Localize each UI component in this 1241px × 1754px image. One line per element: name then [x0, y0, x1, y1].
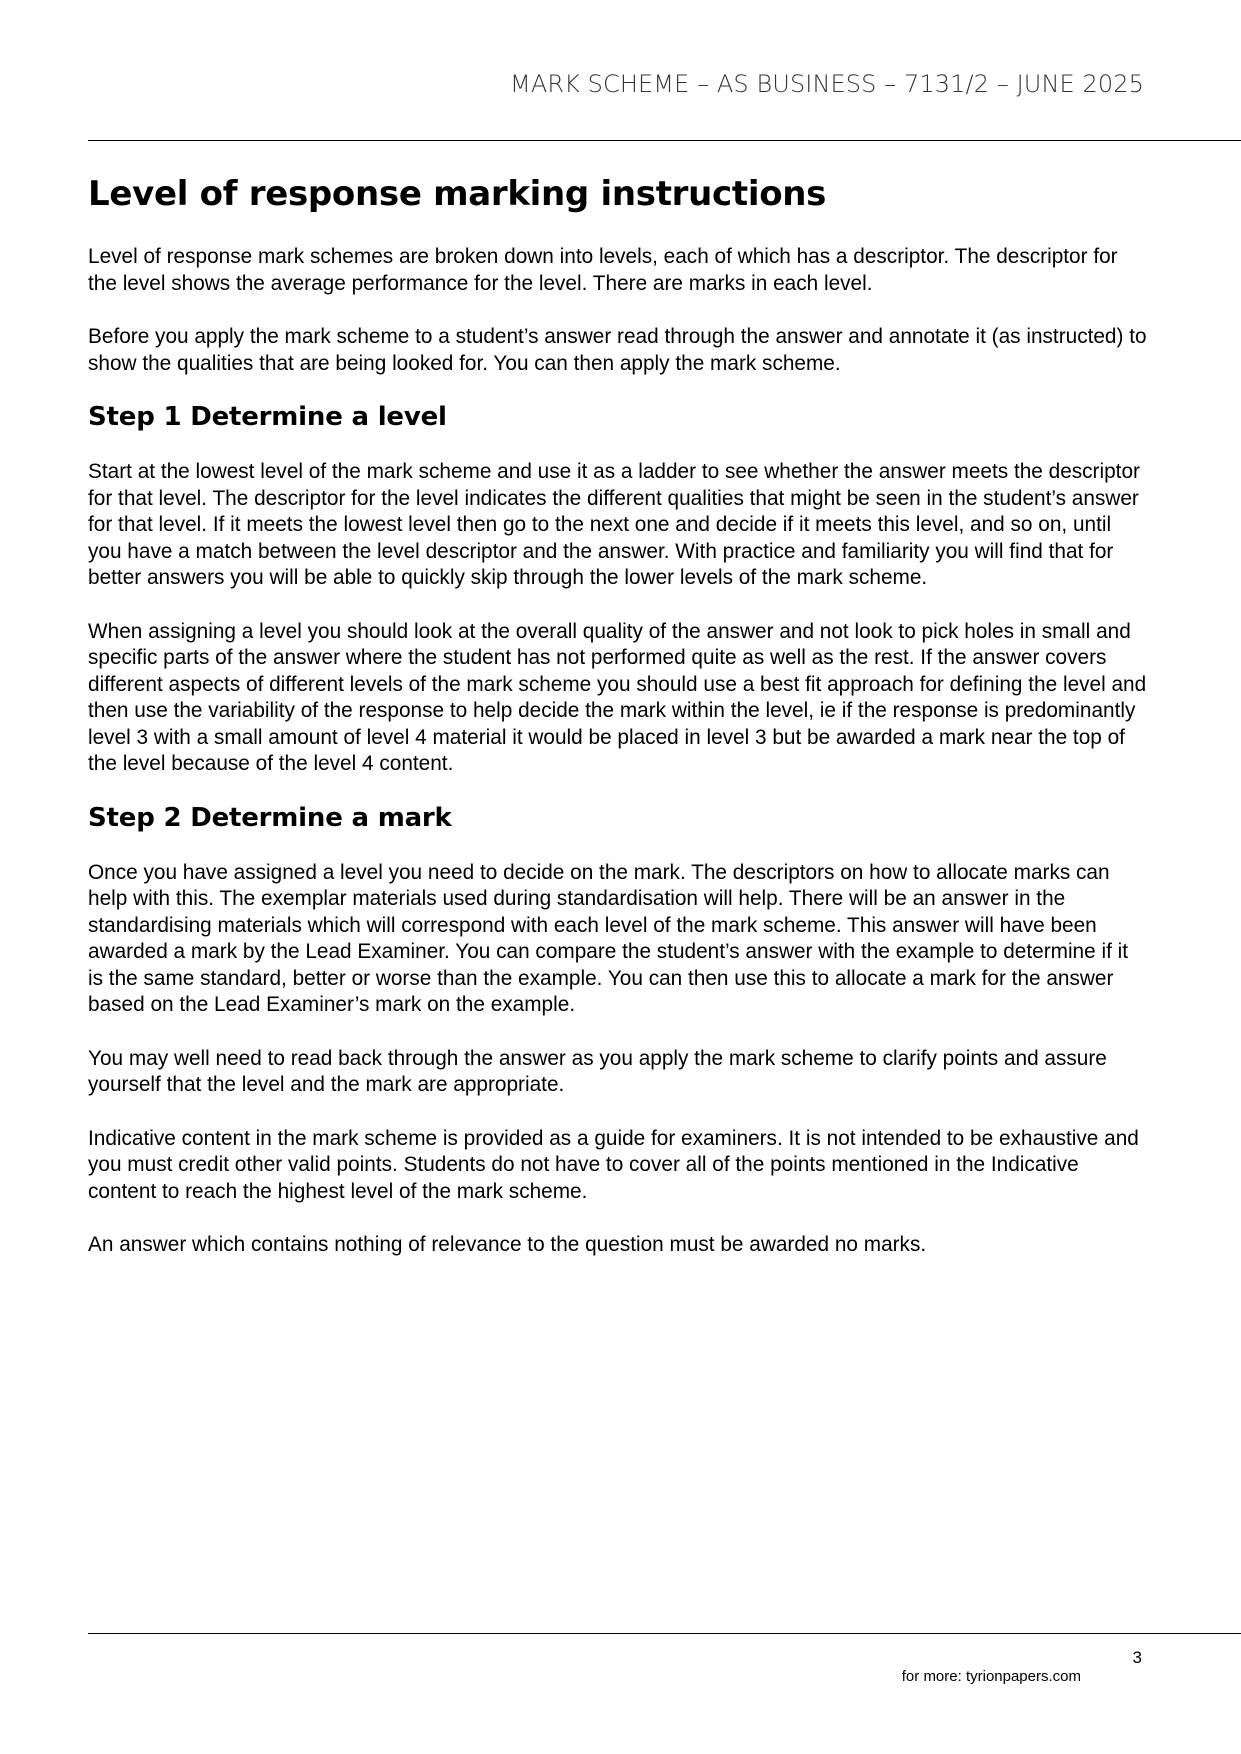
- header-divider: [88, 140, 1241, 141]
- footer-link[interactable]: for more: tyrionpapers.com: [901, 1668, 1081, 1685]
- step-2-paragraph: An answer which contains nothing of relevance to the question must be awarded no marks.: [88, 1233, 927, 1256]
- footer-divider: [88, 1633, 1241, 1634]
- step-1-heading: Step 1 Determine a level: [88, 402, 447, 432]
- step-2-paragraph: Indicative content in the mark scheme is provided as a guide for examiners. It is not intended to be exhaustive and you must credit other valid points. Students do not have to cover all of the points mentioned in the Indicative content to reach the highest level of the mark scheme.: [88, 1126, 1139, 1203]
- document-body: [88, 172, 1148, 1286]
- step-2-paragraph: You may well need to read back through the answer as you apply the mark scheme to clarify points and assure yourself that the level and the mark are appropriate.: [88, 1046, 1107, 1096]
- page-title: Level of response marking instructions: [88, 174, 827, 214]
- step-1-paragraph: Start at the lowest level of the mark scheme and use it as a ladder to see whether the answer meets the descriptor for that level. The descriptor for the level indicates the different qualities that might be seen in the student’s answer for that level. If it meets the lowest level then go to the next one and decide if it meets this level, and so on, until you have a match between the level descriptor and the answer. With practice and familiarity you will find that for better answers you will be able to quickly skip through the lower levels of the mark scheme.: [88, 460, 1140, 589]
- running-header: MARK SCHEME – AS BUSINESS – 7131/2 – JUNE 2025: [510, 70, 1144, 98]
- step-2-heading: Step 2 Determine a mark: [88, 802, 452, 833]
- step-2-paragraph: Once you have assigned a level you need to decide on the mark. The descriptors on how to allocate marks can help with this. The exemplar materials used during standardisation will help. There will be an answer in the standardising materials which will correspond with each level of the mark scheme. This answer will have been awarded a mark by the Lead Examiner. You can compare the student’s answer with the example to determine if it is the same standard, better or worse than the example. You can then use this to allocate a mark for the answer based on the Lead Examiner’s mark on the example.: [88, 860, 1129, 1016]
- step-1-paragraph: When assigning a level you should look at the overall quality of the answer and not look to pick holes in small and specific parts of the answer where the student has not performed quite as well as the rest. If the answer covers different aspects of different levels of the mark scheme you should use a best fit approach for defining the level and then use the variability of the response to help decide the mark within the level, ie if the response is predominantly level 3 with a small amount of level 4 material it would be placed in level 3 but be awarded a mark near the top of the level because of the level 4 content.: [88, 619, 1147, 775]
- page-number: 3: [1132, 1648, 1142, 1667]
- intro-paragraph: Level of response mark schemes are broken down into levels, each of which has a descriptor. The descriptor for the level shows the average performance for the level. There are marks in each level.: [88, 245, 1118, 295]
- intro-paragraph: Before you apply the mark scheme to a student’s answer read through the answer and annotate it (as instructed) to show the qualities that are being looked for. You can then apply the mark scheme.: [88, 325, 1147, 375]
